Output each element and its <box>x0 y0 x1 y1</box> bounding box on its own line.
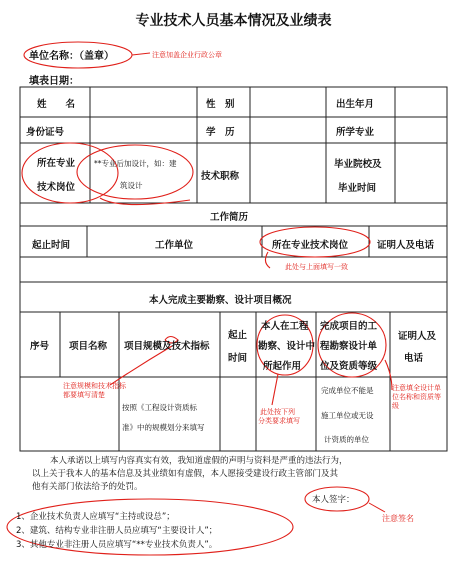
unit-ellipse <box>24 42 132 68</box>
school-label-1: 毕业院校及 <box>334 159 382 170</box>
scale-note-1: 注意规模和技术指标 <box>63 382 126 390</box>
pledge-line-3: 他有关部门依法给予的处罚。 <box>32 482 143 492</box>
unit-note-2: 位名称和资质等 <box>392 393 441 401</box>
school-label-2: 毕业时间 <box>338 183 377 194</box>
unit-name-label: 单位名称：（盖章） <box>29 51 114 62</box>
page-title: 专业技术人员基本情况及业绩表 <box>135 13 332 29</box>
col-unit-3: 位及资质等级 <box>320 361 378 372</box>
work-org-label: 工作单位 <box>155 240 194 251</box>
work-post-note: 此处与上面填写一致 <box>285 263 348 271</box>
role-note-2: 分类要求填写 <box>258 417 300 425</box>
position-example-2: 筑设计 <box>120 181 143 190</box>
col-role-3: 所起作用 <box>263 361 302 372</box>
role-note-1: 此处按下列 <box>260 408 295 416</box>
pledge-line-2: 以上关于我本人的基本信息及其业绩如有虚假，本人愿接受建设行政主管部门及其 <box>32 469 339 479</box>
work-witness-label: 证明人及电话 <box>377 240 435 251</box>
position-label-1: 所在专业 <box>37 158 76 169</box>
col-no: 序号 <box>30 341 50 352</box>
education-label: 学 历 <box>206 127 235 138</box>
role-item-3: 3、其他专业非注册人员应填写“**专业技术负责人”。 <box>16 540 218 550</box>
col-role-2: 勘察、设计中 <box>258 341 316 352</box>
fill-date-label: 填表日期： <box>29 76 79 87</box>
scale-note-2: 都要填写清楚 <box>63 391 105 399</box>
unit-note-3: 级 <box>392 402 399 410</box>
col-unit-2: 程勘察设计单 <box>320 341 378 352</box>
col-scale: 项目规模及技术指标 <box>124 341 210 352</box>
birth-label: 出生年月 <box>336 99 375 110</box>
work-heading: 工作简历 <box>210 212 249 223</box>
scale-desc-2: 准》中的规模划分来填写 <box>122 423 205 432</box>
role-item-1: 1、企业技术负责人应填写“主持或设总”； <box>16 512 175 522</box>
scale-desc-1: 按照《工程设计资质标 <box>122 403 197 412</box>
col-time-2: 时间 <box>228 353 248 364</box>
position-label-2: 技术岗位 <box>37 182 76 193</box>
gender-label: 性 别 <box>206 99 235 110</box>
sign-label: 本人签字： <box>312 495 355 505</box>
col-time-1: 起止 <box>228 330 248 341</box>
work-post-label: 所在专业技术岗位 <box>272 240 349 251</box>
unit-desc-2: 施工单位或无设 <box>321 411 374 420</box>
name-label: 姓 名 <box>37 99 76 110</box>
unit-desc-1: 完成单位不能是 <box>321 386 374 395</box>
col-proof-1: 证明人及 <box>398 331 437 342</box>
position-example-1: **专业后加设计，如：建 <box>94 159 177 168</box>
pledge-line-1: 本人承诺以上填写内容真实有效，我知道虚假的声明与资料是严重的违法行为， <box>50 456 348 466</box>
title-rank-label: 技术职称 <box>201 171 240 182</box>
major-label: 所学专业 <box>336 127 375 138</box>
unit-note-1: 注意填全设计单 <box>392 384 441 392</box>
sign-note: 注意签名 <box>382 514 414 523</box>
role-item-2: 2、建筑、结构专业非注册人员应填写“主要设计人”； <box>16 526 218 536</box>
id-label: 身份证号 <box>26 127 65 138</box>
position-ellipse <box>22 143 118 203</box>
unit-desc-3: 计资质的单位 <box>324 435 369 444</box>
seal-note: 注意加盖企业行政公章 <box>152 51 222 59</box>
projects-heading: 本人完成主要勘察、设计项目概况 <box>149 295 292 306</box>
col-proof-2: 电话 <box>404 353 424 364</box>
col-unit-1: 完成项目的工 <box>320 321 378 332</box>
work-start-label: 起止时间 <box>32 240 71 251</box>
col-name: 项目名称 <box>69 341 108 352</box>
col-role-1: 本人在工程 <box>261 321 309 332</box>
